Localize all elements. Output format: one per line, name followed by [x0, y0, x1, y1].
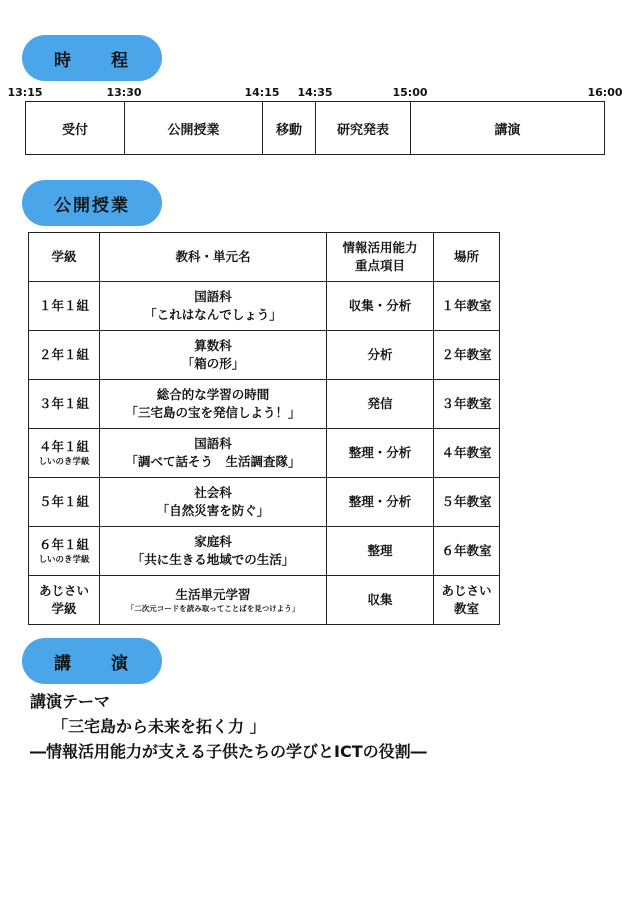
place-cell: １年教室 [434, 282, 500, 331]
schedule-heading [22, 35, 162, 81]
subject-name: 生活単元学習 [175, 586, 251, 602]
lecture-subtitle: ―情報活用能力が支える子供たちの学びとICTの役割― [30, 741, 427, 761]
skill-cell: 収集・分析 [327, 282, 434, 331]
lecture-heading-text: 講 演 [54, 653, 130, 674]
place-name-2: 教室 [453, 601, 479, 616]
grade-cell [29, 527, 100, 576]
subject-name: 国語科 [194, 288, 232, 304]
grade-name: １年１組 [38, 297, 89, 313]
place-cell: ２年教室 [434, 331, 500, 380]
table-row [29, 429, 500, 478]
lessons-heading [22, 180, 162, 226]
grade-sub: しいのき学級 [38, 456, 90, 467]
grade-cell [29, 429, 100, 478]
grade-cell [29, 478, 100, 527]
schedule-item-reception: 受付 [26, 102, 125, 154]
subject-name: 家庭科 [194, 533, 232, 549]
time-label: 13:30 [106, 86, 142, 99]
lessons-heading-text: 公開授業 [54, 195, 130, 216]
table-header-row [29, 233, 500, 282]
unit-name: 「調べて話そう 生活調査隊」 [125, 454, 301, 469]
subject-name: 総合的な学習の時間 [156, 386, 270, 402]
time-label: 15:00 [392, 86, 428, 99]
skill-cell: 発信 [327, 380, 434, 429]
lecture-heading [22, 638, 162, 684]
grade-name: ２年１組 [38, 346, 89, 362]
schedule-heading-text: 時 程 [54, 50, 130, 71]
grade-name: ６年１組 [38, 536, 89, 552]
place-name: あじさい [441, 582, 492, 598]
place-cell: ４年教室 [434, 429, 500, 478]
place-cell: ５年教室 [434, 478, 500, 527]
table-row [29, 380, 500, 429]
grade-sub: 学級 [51, 601, 77, 616]
schedule-item-lecture: 講演 [494, 122, 521, 138]
time-label: 14:35 [297, 86, 333, 99]
table-row [29, 331, 500, 380]
place-cell: ３年教室 [434, 380, 500, 429]
table-row [29, 527, 500, 576]
schedule-bar [25, 101, 605, 155]
time-label: 13:15 [7, 86, 43, 99]
grade-name: ５年１組 [38, 493, 89, 509]
grade-name: ４年１組 [38, 438, 89, 454]
skill-cell: 収集 [327, 576, 434, 625]
unit-name: 「自然災害を防ぐ」 [156, 503, 270, 518]
grade-name: あじさい [38, 582, 89, 598]
header-subject: 教科・単元名 [100, 233, 327, 282]
schedule-item-research: 研究発表 [316, 102, 411, 154]
place-cell [434, 576, 500, 625]
table-row [29, 478, 500, 527]
lecture-theme [30, 690, 427, 764]
table-row [29, 282, 500, 331]
skill-cell: 分析 [327, 331, 434, 380]
header-skill-line1: 情報活用能力 [342, 239, 418, 255]
header-grade: 学級 [29, 233, 100, 282]
header-skill [327, 233, 434, 282]
unit-name-small: 「二次元コードを読み取ってことばを見つけよう」 [126, 603, 300, 613]
subject-cell [100, 576, 327, 625]
subject-name: 国語科 [194, 435, 232, 451]
grade-cell [29, 282, 100, 331]
grade-sub: しいのき学級 [38, 554, 90, 565]
unit-name: 「共に生きる地域での生活」 [131, 552, 295, 567]
grade-cell [29, 331, 100, 380]
lecture-title: 「三宅島から未来を拓く力 」 [52, 716, 266, 736]
place-cell: ６年教室 [434, 527, 500, 576]
grade-cell [29, 576, 100, 625]
subject-cell [100, 331, 327, 380]
subject-cell [100, 282, 327, 331]
unit-name: 「これはなんでしょう」 [144, 307, 282, 322]
subject-name: 社会科 [194, 484, 232, 500]
header-place: 場所 [434, 233, 500, 282]
skill-cell: 整理 [327, 527, 434, 576]
schedule-item-move: 移動 [263, 102, 316, 154]
skill-cell: 整理・分析 [327, 478, 434, 527]
subject-cell [100, 527, 327, 576]
time-label: 14:15 [244, 86, 280, 99]
subject-cell [100, 478, 327, 527]
subject-cell [100, 380, 327, 429]
subject-name: 算数科 [194, 337, 232, 353]
table-row [29, 576, 500, 625]
header-skill-line2: 重点項目 [354, 258, 405, 273]
lessons-table [28, 232, 500, 625]
grade-cell [29, 380, 100, 429]
grade-name: ３年１組 [38, 395, 89, 411]
schedule-item-open-class: 公開授業 [125, 102, 263, 154]
unit-name: 「三宅島の宝を発信しよう！」 [125, 405, 301, 420]
skill-cell: 整理・分析 [327, 429, 434, 478]
subject-cell [100, 429, 327, 478]
lecture-theme-label: 講演テーマ [30, 692, 111, 711]
unit-name: 「箱の形」 [181, 356, 245, 371]
time-label: 16:00 [587, 86, 623, 99]
